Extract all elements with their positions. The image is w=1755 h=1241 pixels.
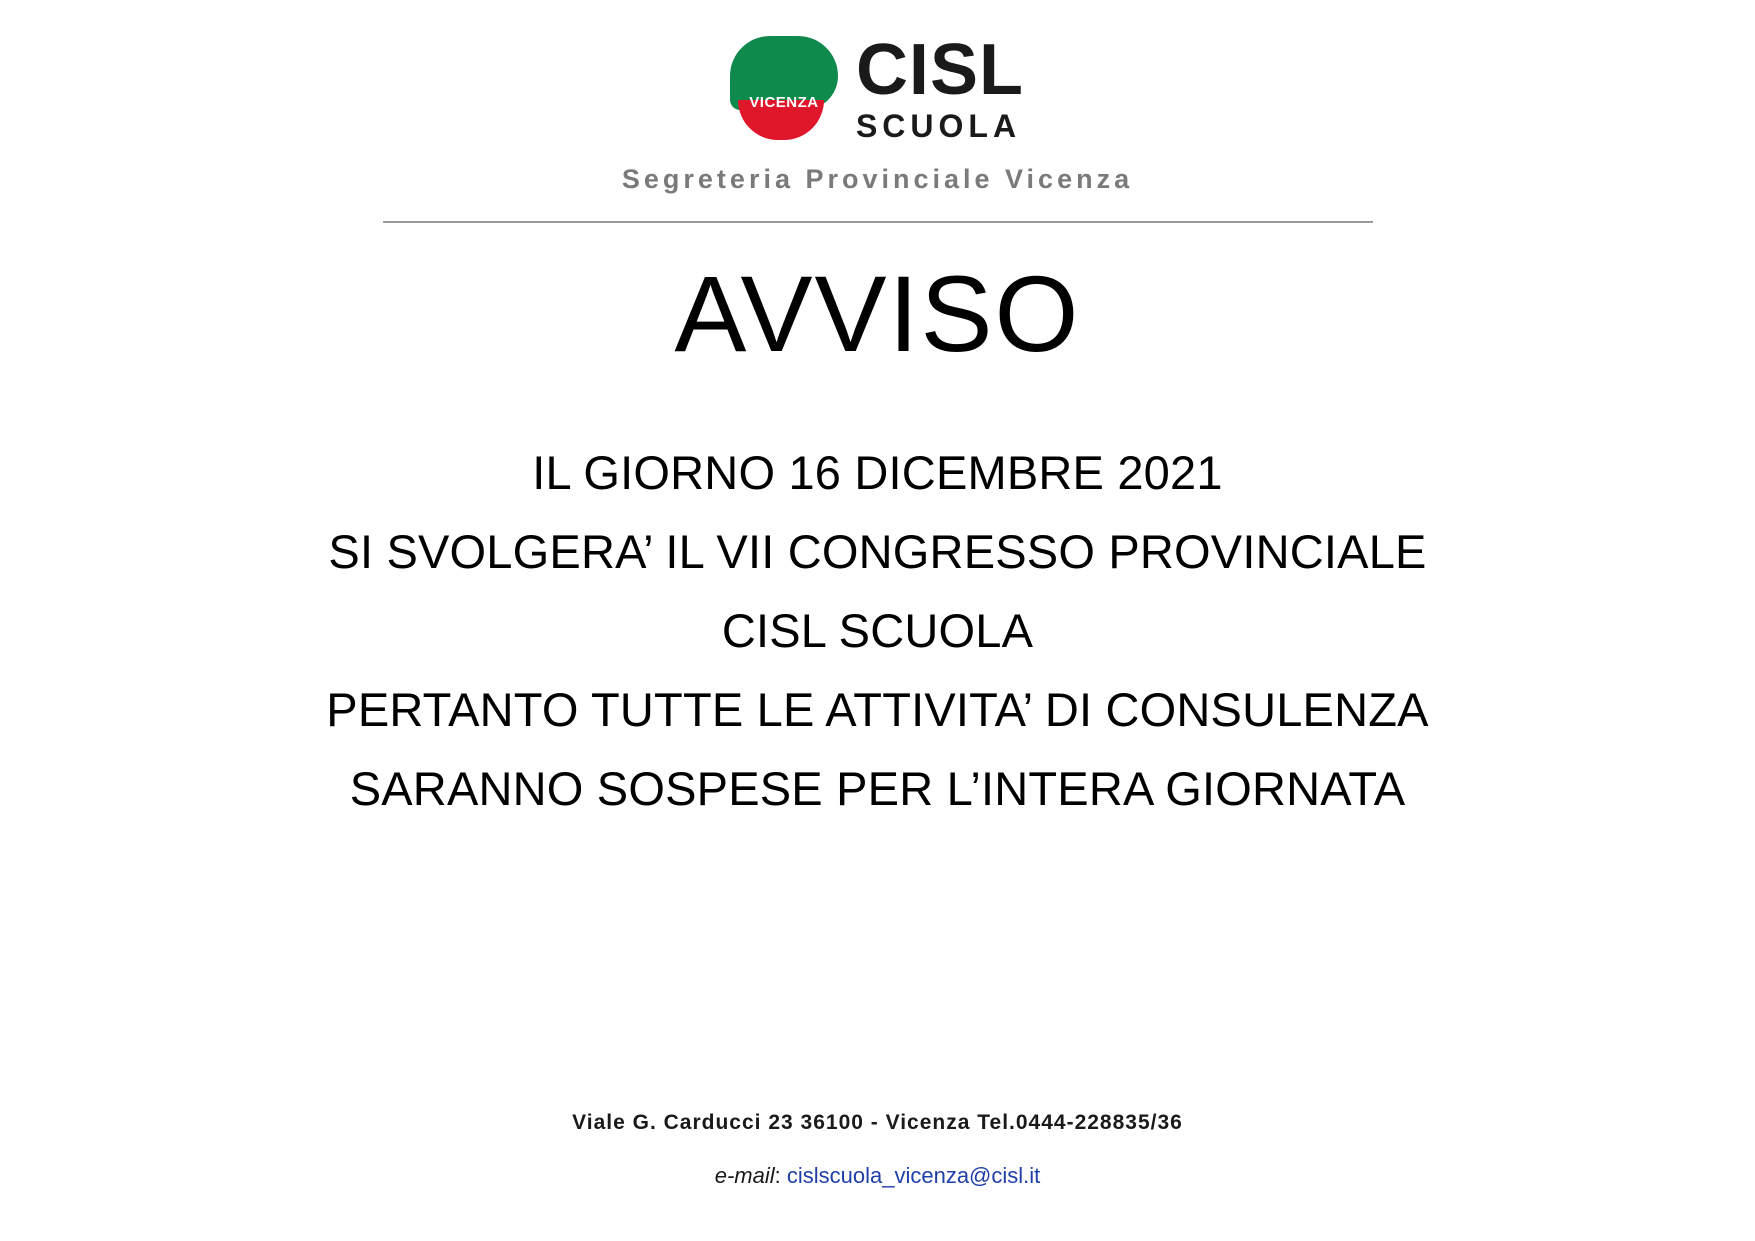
footer-email-label: e-mail: [714, 1163, 775, 1188]
footer-email-link[interactable]: cislscuola_vicenza@cisl.it: [786, 1163, 1041, 1188]
notice-body: [0, 434, 1755, 829]
notice-line: PERTANTO TUTTE LE ATTIVITA’ DI CONSULENZA: [326, 683, 1429, 737]
logo-brand-text: CISL: [855, 30, 1024, 110]
cisl-logo-mark-icon: [730, 36, 838, 140]
notice-line: SARANNO SOSPESE PER L’INTERA GIORNATA: [349, 762, 1406, 816]
logo-wordmark: [855, 30, 1025, 144]
footer-email-row: [0, 1163, 1755, 1189]
header-divider: [383, 221, 1373, 223]
cisl-scuola-logo: [730, 30, 1025, 144]
page-title: AVVISO: [674, 253, 1081, 374]
footer-email-separator: :: [774, 1163, 781, 1188]
footer-address: Viale G. Carducci 23 36100 - Vicenza Tel.0444-228835/36: [572, 1111, 1183, 1134]
notice-line: CISL SCUOLA: [721, 604, 1034, 658]
logo-brand-sub-text: SCUOLA: [855, 108, 1022, 144]
notice-line: SI SVOLGERA’ IL VII CONGRESSO PROVINCIALE: [328, 525, 1427, 579]
logo-badge-text: VICENZA: [749, 94, 819, 111]
notice-line: IL GIORNO 16 DICEMBRE 2021: [532, 446, 1223, 500]
page-footer: [0, 1111, 1755, 1189]
header-subtitle: Segreteria Provinciale Vicenza: [621, 164, 1134, 194]
